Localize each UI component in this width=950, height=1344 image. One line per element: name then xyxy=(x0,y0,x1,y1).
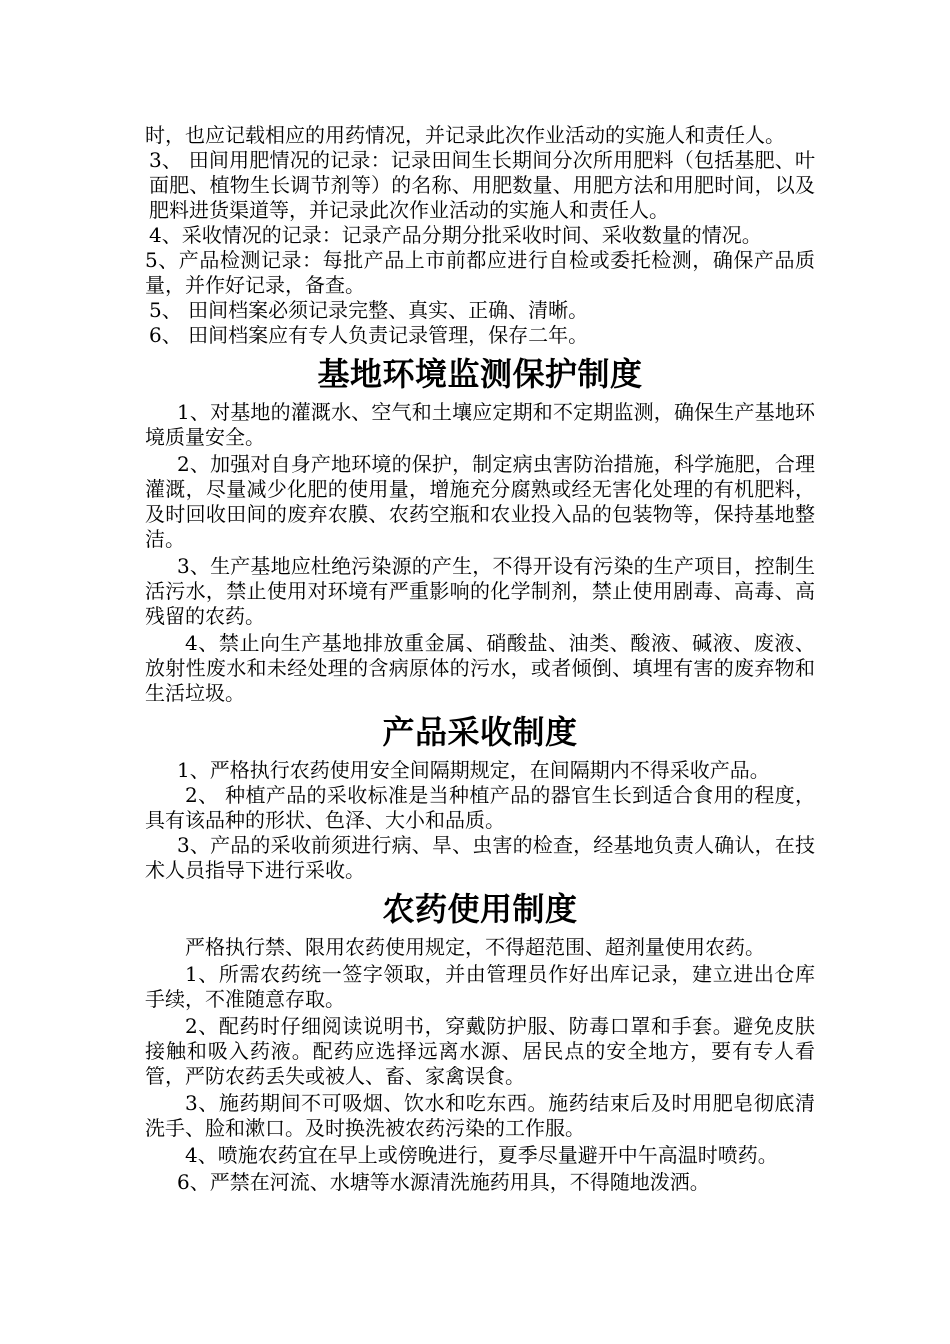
intro-paragraph-1: 时，也应记载相应的用药情况，并记录此次作业活动的实施人和责任人。 xyxy=(145,123,785,147)
pesticide-paragraph-5: 4、喷施农药宜在早上或傍晚进行，夏季尽量避开中午高温时喷药。 xyxy=(185,1143,778,1167)
environment-paragraph-3: 3、生产基地应杜绝污染源的产生，不得开设有污染的生产项目，控制生活污水，禁止使用对环境有严重影响的化学制剂，禁止使用剧毒、高毒、高残留的农药。 xyxy=(145,554,815,628)
document-page xyxy=(145,123,815,1195)
pesticide-paragraph-4: 3、施药期间不可吸烟、饮水和吃东西。施药结束后及时用肥皂彻底清洗手、脸和漱口。及时换洗被农药污染的工作服。 xyxy=(145,1091,815,1140)
pesticide-paragraph-6: 6、严禁在河流、水塘等水源清洗施药用具，不得随地泼洒。 xyxy=(177,1170,710,1194)
environment-paragraph-1: 1、对基地的灌溉水、空气和土壤应定期和不定期监测，确保生产基地环境质量安全。 xyxy=(145,400,815,449)
pesticide-heading: 农药使用制度 xyxy=(382,890,578,928)
harvest-section xyxy=(145,712,815,883)
pesticide-paragraph-1: 严格执行禁、限用农药使用规定，不得超范围、超剂量使用农药。 xyxy=(185,935,765,959)
harvest-paragraph-2: 2、 种植产品的采收标准是当种植产品的器官生长到适合食用的程度，具有该品种的形状、色泽、大小和品质。 xyxy=(145,783,815,832)
environment-paragraph-2: 2、加强对自身产地环境的保护，制定病虫害防治措施，科学施肥，合理灌溉，尽量减少化肥的使用量，增施充分腐熟或经无害化处理的有机肥料，及时回收田间的废弃农膜、农药空瓶和农业投入品的包装物等，保持基地整洁。 xyxy=(145,452,815,551)
pesticide-paragraph-2: 1、所需农药统一签字领取，并由管理员作好出库记录，建立进出仓库手续，不准随意存取。 xyxy=(145,962,815,1011)
intro-paragraph-3: 4、采收情况的记录：记录产品分期分批采收时间、采收数量的情况。 xyxy=(149,223,762,247)
environment-section xyxy=(145,354,815,706)
pesticide-section xyxy=(145,889,815,1195)
intro-paragraph-5: 5、 田间档案必须记录完整、真实、正确、清晰。 xyxy=(149,298,589,322)
intro-paragraph-4: 5、产品检测记录：每批产品上市前都应进行自检或委托检测，确保产品质量，并作好记录，备查。 xyxy=(145,248,815,297)
intro-section xyxy=(145,123,815,348)
harvest-paragraph-3: 3、产品的采收前须进行病、旱、虫害的检查，经基地负责人确认，在技术人员指导下进行采收。 xyxy=(145,833,815,882)
environment-paragraph-4: 4、禁止向生产基地排放重金属、硝酸盐、油类、酸液、碱液、废液、放射性废水和未经处理的含病原体的污水，或者倾倒、填埋有害的废弃物和生活垃圾。 xyxy=(145,631,815,705)
pesticide-paragraph-3: 2、配药时仔细阅读说明书，穿戴防护服、防毒口罩和手套。避免皮肤接触和吸入药液。配药应选择远离水源、居民点的安全地方，要有专人看管，严防农药丢失或被人、畜、家禽误食。 xyxy=(145,1014,815,1088)
environment-heading: 基地环境监测保护制度 xyxy=(317,355,643,393)
harvest-paragraph-1: 1、严格执行农药使用安全间隔期规定，在间隔期内不得采收产品。 xyxy=(177,758,770,782)
harvest-heading: 产品采收制度 xyxy=(382,713,578,751)
intro-paragraph-2: 3、 田间用肥情况的记录：记录田间生长期间分次所用肥料（包括基肥、叶面肥、植物生长调节剂等）的名称、用肥数量、用肥方法和用肥时间，以及肥料进货渠道等，并记录此次作业活动的实施人和责任人。 xyxy=(149,148,815,222)
intro-paragraph-6: 6、 田间档案应有专人负责记录管理，保存二年。 xyxy=(149,323,589,347)
